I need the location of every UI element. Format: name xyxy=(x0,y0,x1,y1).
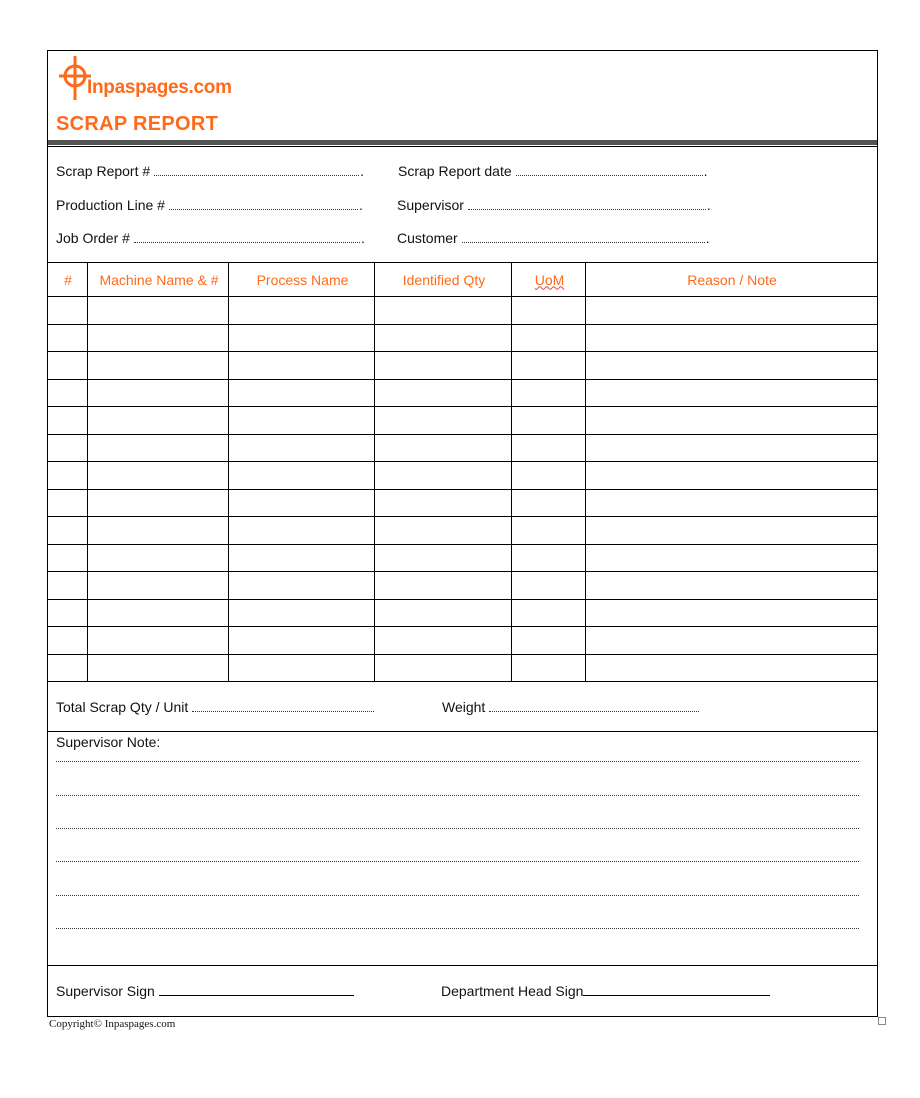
table-row-divider xyxy=(48,324,877,325)
note-line[interactable] xyxy=(56,861,859,862)
production-line-line[interactable] xyxy=(169,200,358,210)
supervisor-label: Supervisor xyxy=(397,197,464,213)
weight-label: Weight xyxy=(442,699,486,715)
table-row-divider xyxy=(48,379,877,380)
total-scrap-field[interactable] xyxy=(56,699,374,715)
table-row-divider xyxy=(48,434,877,435)
department-head-sign-label: Department Head Sign xyxy=(441,983,584,999)
customer-field[interactable]: Customer . xyxy=(397,230,710,246)
col-header-process-name: Process Name xyxy=(256,271,349,288)
customer-label: Customer xyxy=(397,230,458,246)
table-row-divider xyxy=(48,654,877,655)
note-line[interactable] xyxy=(56,895,859,896)
note-line[interactable] xyxy=(56,928,859,929)
note-line[interactable] xyxy=(56,795,859,796)
scrap-report-no-field[interactable]: Scrap Report # . xyxy=(56,163,365,179)
table-bottom-border xyxy=(48,681,877,682)
note-line[interactable] xyxy=(56,828,859,829)
col-divider xyxy=(228,262,229,682)
table-row-divider xyxy=(48,516,877,517)
col-header-uom: UoM xyxy=(534,271,565,288)
page-title: SCRAP REPORT xyxy=(56,113,219,135)
scrap-report-no-line[interactable] xyxy=(154,166,359,176)
department-head-sign-line[interactable] xyxy=(583,985,770,996)
col-header-reason-note: Reason / Note xyxy=(687,271,777,288)
col-divider xyxy=(374,262,375,682)
total-scrap-label: Total Scrap Qty / Unit xyxy=(56,699,189,715)
note-line[interactable] xyxy=(56,761,859,762)
copyright-text: Copyright© Inpaspages.com xyxy=(49,1018,176,1030)
scrap-report-date-label: Scrap Report date xyxy=(398,163,512,179)
production-line-label: Production Line # xyxy=(56,197,165,213)
col-divider xyxy=(511,262,512,682)
scrap-report-date-line[interactable] xyxy=(516,166,703,176)
weight-line[interactable] xyxy=(489,702,699,712)
col-header-identified-qty: Identified Qty xyxy=(402,271,486,288)
table-row-divider xyxy=(48,599,877,600)
supervisor-note-label: Supervisor Note: xyxy=(56,734,161,750)
weight-field[interactable] xyxy=(442,699,699,715)
scrap-report-form xyxy=(47,50,878,1017)
table-row-divider xyxy=(48,351,877,352)
col-header-machine-name: Machine Name & # xyxy=(99,271,219,288)
table-row-divider xyxy=(48,571,877,572)
col-divider xyxy=(87,262,88,682)
customer-line[interactable] xyxy=(462,233,705,243)
supervisor-sign-line[interactable] xyxy=(159,985,354,996)
notes-top-border xyxy=(48,731,877,732)
supervisor-sign-label: Supervisor Sign xyxy=(56,983,155,999)
supervisor-sign-field[interactable] xyxy=(56,983,354,999)
table-row-divider xyxy=(48,461,877,462)
header-divider xyxy=(48,140,877,145)
scrap-report-date-field[interactable]: Scrap Report date . xyxy=(398,163,708,179)
total-scrap-line[interactable] xyxy=(192,702,374,712)
col-header-number: # xyxy=(64,271,72,288)
department-head-sign-field[interactable] xyxy=(441,983,770,999)
logo-text: Inpaspages.com xyxy=(87,77,232,98)
scrap-report-no-label: Scrap Report # xyxy=(56,163,151,179)
production-line-field[interactable]: Production Line # . xyxy=(56,197,363,213)
table-header-border xyxy=(48,296,877,297)
table-row-divider xyxy=(48,406,877,407)
job-order-line[interactable] xyxy=(134,233,360,243)
table-row-divider xyxy=(48,489,877,490)
job-order-label: Job Order # xyxy=(56,230,130,246)
job-order-field[interactable]: Job Order # . xyxy=(56,230,365,246)
supervisor-line[interactable] xyxy=(468,200,706,210)
signatures-top-border xyxy=(48,965,877,966)
header-divider-thin xyxy=(48,146,877,147)
page-corner-marker xyxy=(878,1017,886,1025)
supervisor-field[interactable]: Supervisor . xyxy=(397,197,711,213)
table-row-divider xyxy=(48,626,877,627)
inpaspages-logo xyxy=(58,56,232,102)
table-row-divider xyxy=(48,544,877,545)
col-divider xyxy=(585,262,586,682)
